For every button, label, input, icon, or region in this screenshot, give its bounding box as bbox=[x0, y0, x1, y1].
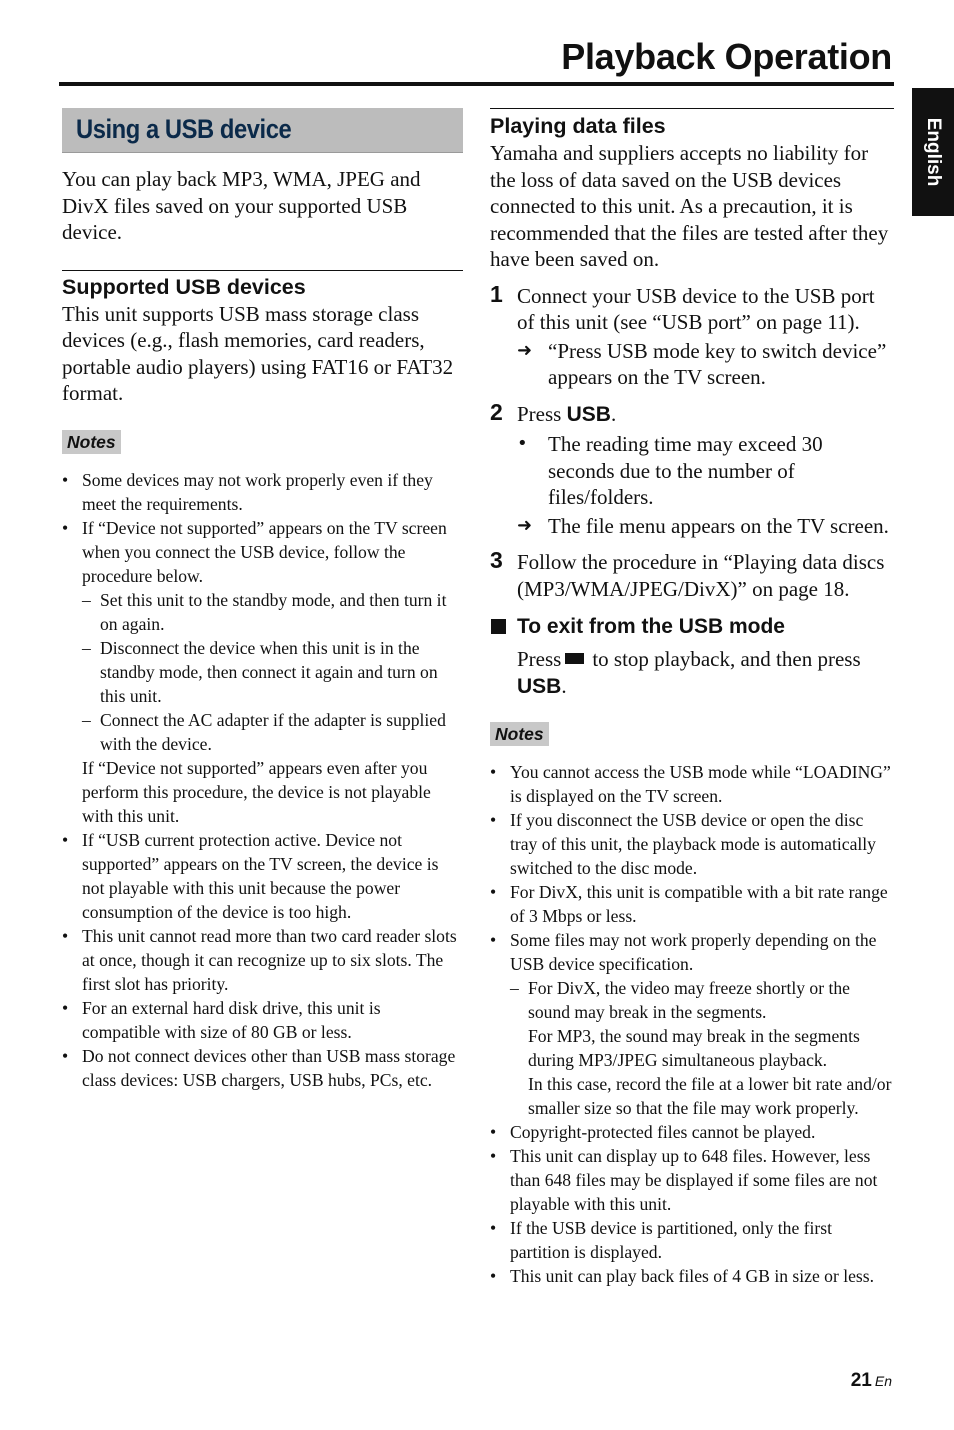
list-item: • This unit cannot read more than two card reader slots at once, though it can recognize up to six slots. The first slot has priority. bbox=[62, 925, 457, 994]
list-item: • You cannot access the USB mode while “LOADING” is displayed on the TV screen. bbox=[490, 762, 891, 806]
page-number: 21 En bbox=[850, 1370, 892, 1391]
supported-devices-text: This unit supports USB mass storage class devices (e.g., flash memories, card readers, portable audio players) using FAT16 or FAT32 format. bbox=[62, 301, 454, 405]
bullet-icon: • bbox=[490, 882, 497, 902]
page-language-code: En bbox=[874, 1373, 892, 1389]
section-title-band bbox=[62, 108, 463, 153]
step-number: 2 bbox=[490, 398, 503, 425]
section-divider bbox=[62, 270, 463, 271]
bullet-icon: • bbox=[490, 810, 497, 830]
bullet-icon: • bbox=[62, 469, 69, 490]
list-item: • If the USB device is partitioned, only the first partition is displayed. bbox=[490, 1218, 832, 1262]
note-continuation: If “Device not supported” appears even after you perform this procedure, the device is not playable with this unit. bbox=[82, 757, 431, 826]
step-1: 1 Connect your USB device to the USB port of this unit (see “USB port” on page 11). bbox=[490, 280, 875, 334]
section-title: Using a USB device bbox=[76, 114, 292, 144]
right-column bbox=[490, 108, 894, 1288]
step-number: 3 bbox=[490, 547, 503, 573]
bullet-icon: • bbox=[517, 433, 528, 454]
exit-usb-text: Press to stop playback, and then press USB. bbox=[517, 647, 861, 698]
sub-list-item: – Disconnect the device when this unit is in the standby mode, then connect it again and turn on this unit. bbox=[82, 637, 438, 706]
bullet-icon: • bbox=[62, 517, 69, 538]
dash-icon: – bbox=[82, 709, 91, 730]
step-1-result: ➜ “Press USB mode key to switch device” appears on the TV screen. bbox=[517, 338, 887, 389]
step-3: 3 Follow the procedure in “Playing data discs (MP3/WMA/JPEG/DivX)” on page 18. bbox=[490, 547, 885, 601]
bullet-icon: • bbox=[62, 925, 69, 946]
step-2-result: ➜ The file menu appears on the TV screen. bbox=[517, 513, 889, 538]
bullet-icon: • bbox=[62, 1045, 69, 1066]
list-item: • Copyright-protected files cannot be played. bbox=[490, 1122, 816, 1142]
usb-key-label: USB bbox=[517, 674, 562, 698]
header-rule bbox=[59, 82, 894, 86]
dash-icon: – bbox=[82, 637, 91, 658]
list-item: • For an external hard disk drive, this unit is compatible with size of 80 GB or less. bbox=[62, 997, 381, 1042]
section-divider bbox=[490, 108, 894, 109]
supported-devices-heading: Supported USB devices bbox=[62, 274, 306, 299]
list-item: • Some devices may not work properly even if they meet the requirements. bbox=[62, 469, 433, 514]
notes-list bbox=[490, 760, 894, 1288]
page-title: Playback Operation bbox=[561, 36, 892, 77]
stop-icon bbox=[565, 653, 584, 664]
step-2-note: • The reading time may exceed 30 seconds due to the number of files/folders. bbox=[517, 432, 823, 509]
step-number: 1 bbox=[490, 280, 503, 307]
bullet-icon: • bbox=[490, 762, 497, 782]
left-column bbox=[62, 108, 463, 1092]
sub-list-item: – Connect the AC adapter if the adapter is supplied with the device. bbox=[82, 709, 446, 754]
list-item: • For DivX, this unit is compatible with a bit rate range of 3 Mbps or less. bbox=[490, 882, 888, 926]
bullet-icon: • bbox=[62, 997, 69, 1018]
list-item: • If “USB current protection active. Device not supported” appears on the TV screen, the device is not playable with this unit because the power consumption of the device is too high. bbox=[62, 829, 439, 922]
notes-list bbox=[62, 468, 463, 1092]
usb-key-label: USB bbox=[566, 402, 611, 426]
square-bullet-icon bbox=[491, 619, 506, 634]
notes-label: Notes bbox=[62, 430, 121, 454]
list-item: • If you disconnect the USB device or open the disc tray of this unit, the playback mode is automatically switched to the disc mode. bbox=[490, 810, 876, 878]
intro-text: You can play back MP3, WMA, JPEG and DivX files saved on your supported USB device. bbox=[62, 167, 421, 244]
list-item: • Some files may not work properly depending on the USB device specification. – For DivX, the video may freeze shortly or the sound may break in the segments. For MP3, the sound may break in the segments during MP3/JPEG simultaneous playback. In this case, record the file at a lower bit rate and/or smaller size so that the file may work properly. bbox=[490, 928, 894, 1120]
sub-list-item: – Set this unit to the standby mode, and then turn it on again. bbox=[82, 589, 447, 634]
list-item: • This unit can play back files of 4 GB in size or less. bbox=[490, 1266, 875, 1286]
list-item: • If “Device not supported” appears on the TV screen when you connect the USB device, follow the procedure below. – Set this unit to the standby mode, and then turn it on again. – Disconnect the device when this unit is in the standby mode, then connect it again and turn on this unit. – Connect the AC adapter if the adapter is supplied with the device. If “Device not supported” appears even after you perform this procedure, the device is not playable with this unit. bbox=[62, 516, 463, 828]
note-continuation: For MP3, the sound may break in the segments during MP3/JPEG simultaneous playback. bbox=[528, 1026, 860, 1070]
playing-data-files-heading: Playing data files bbox=[490, 114, 666, 138]
liability-text: Yamaha and suppliers accepts no liability for the loss of data saved on the USB devices connected to this unit. As a precaution, it is recommended that the files are tested after they have been saved on. bbox=[490, 141, 889, 271]
bullet-icon: • bbox=[490, 1266, 497, 1286]
language-tab bbox=[912, 88, 954, 216]
bullet-icon: • bbox=[62, 829, 69, 850]
language-tab-label: English bbox=[923, 117, 944, 187]
bullet-icon: • bbox=[490, 1218, 497, 1238]
list-item: • This unit can display up to 648 files. However, less than 648 files may be displayed if some files are not playable with this unit. bbox=[490, 1146, 878, 1214]
sub-list-item: – For DivX, the video may freeze shortly or the sound may break in the segments. bbox=[510, 978, 850, 1022]
dash-icon: – bbox=[510, 978, 519, 998]
dash-icon: – bbox=[82, 589, 91, 610]
note-continuation: In this case, record the file at a lower bit rate and/or smaller size so that the file may work properly. bbox=[528, 1074, 892, 1118]
bullet-icon: • bbox=[490, 1146, 497, 1166]
list-item: • Do not connect devices other than USB mass storage class devices: USB chargers, USB hubs, PCs, etc. bbox=[62, 1045, 456, 1090]
arrow-right-icon: ➜ bbox=[517, 339, 533, 361]
notes-label: Notes bbox=[490, 722, 549, 746]
bullet-icon: • bbox=[490, 930, 497, 950]
arrow-right-icon: ➜ bbox=[517, 514, 533, 536]
exit-usb-heading: To exit from the USB mode bbox=[490, 614, 894, 640]
bullet-icon: • bbox=[490, 1122, 497, 1142]
step-2: 2 Press USB. bbox=[490, 398, 617, 426]
